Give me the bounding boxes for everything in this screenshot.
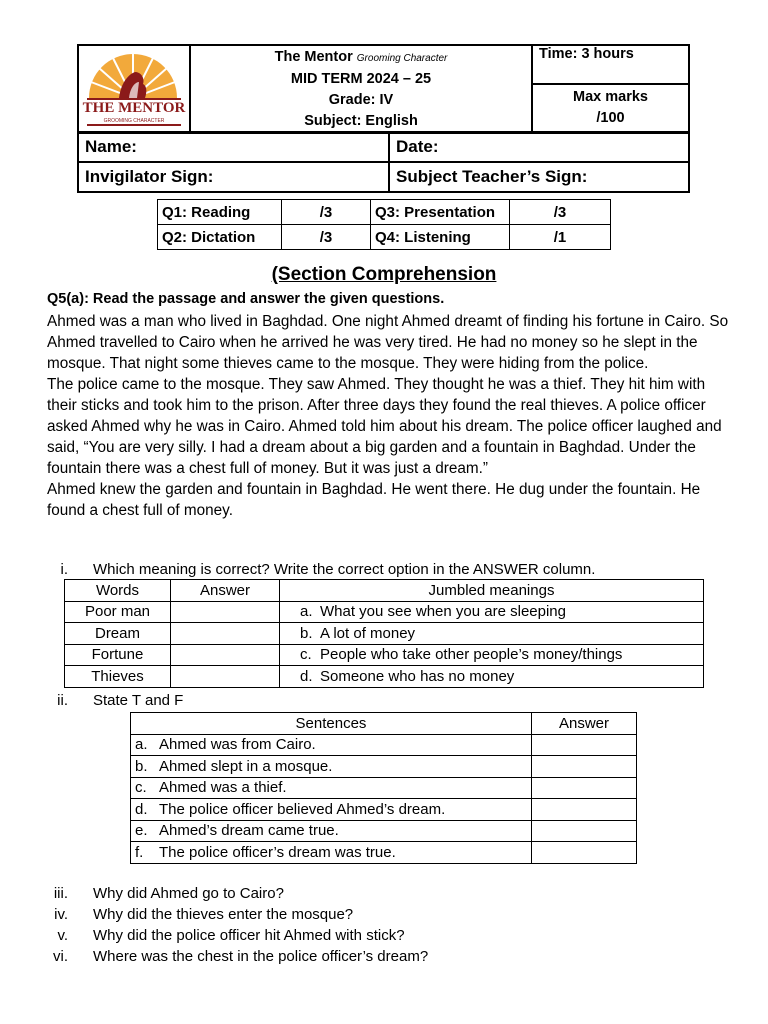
sentence-cell xyxy=(131,777,532,799)
score-value[interactable]: /3 xyxy=(510,200,611,225)
table-row xyxy=(65,644,704,666)
score-label: Q4: Listening xyxy=(371,225,510,250)
score-value[interactable]: /3 xyxy=(282,225,371,250)
sentence-text: Ahmed was from Cairo. xyxy=(159,736,316,754)
sentence-text: Ahmed’s dream came true. xyxy=(159,822,339,840)
score-table xyxy=(157,199,611,250)
exam-info xyxy=(190,45,532,133)
time-allowed: Time: 3 hours xyxy=(532,45,689,84)
sun-logo-icon xyxy=(85,52,181,98)
score-row xyxy=(158,225,611,250)
true-false-table xyxy=(130,712,637,864)
sentence-text: Ahmed slept in a mosque. xyxy=(159,757,333,775)
word-cell: Fortune xyxy=(65,644,171,666)
logo xyxy=(78,45,190,133)
column-header: Sentences xyxy=(131,713,532,735)
word-cell: Thieves xyxy=(65,666,171,688)
sentence-text: The police officer believed Ahmed’s dream. xyxy=(159,800,446,818)
q5-instruction: Q5(a): Read the passage and answer the given questions. xyxy=(47,291,445,307)
score-row xyxy=(158,200,611,225)
table-row xyxy=(131,777,637,799)
question-number: vi. xyxy=(53,948,68,965)
question-text: Why did the police officer hit Ahmed with stick? xyxy=(93,927,405,944)
option-letter: c. xyxy=(300,646,312,664)
question-number: v. xyxy=(57,927,68,944)
answer-cell[interactable] xyxy=(171,666,280,688)
meaning-text: People who take other people’s money/things xyxy=(320,646,623,664)
meaning-cell xyxy=(280,601,704,623)
student-info xyxy=(77,131,690,193)
exam-header xyxy=(77,44,690,134)
option-letter: b. xyxy=(300,624,313,642)
table-row xyxy=(131,734,637,756)
option-letter: f. xyxy=(135,843,144,861)
table-row xyxy=(131,842,637,864)
column-header: Answer xyxy=(532,713,637,735)
answer-cell[interactable] xyxy=(171,623,280,645)
name-field[interactable]: Name: xyxy=(78,132,389,162)
option-letter: d. xyxy=(135,800,148,818)
column-header: Answer xyxy=(171,580,280,602)
option-letter: a. xyxy=(300,603,313,621)
sentence-cell xyxy=(131,799,532,821)
sentence-text: The police officer’s dream was true. xyxy=(159,843,396,861)
sentence-cell xyxy=(131,820,532,842)
answer-cell[interactable] xyxy=(532,799,637,821)
table-row xyxy=(65,601,704,623)
exam-title: MID TERM 2024 – 25 xyxy=(290,70,432,87)
answer-cell[interactable] xyxy=(532,756,637,778)
question-text: Why did Ahmed go to Cairo? xyxy=(93,885,284,902)
sentence-text: Ahmed was a thief. xyxy=(159,779,287,797)
meaning-text: What you see when you are sleeping xyxy=(320,603,566,621)
option-letter: e. xyxy=(135,822,148,840)
logo-divider xyxy=(87,124,181,126)
meaning-cell xyxy=(280,644,704,666)
passage xyxy=(47,311,737,521)
option-letter: b. xyxy=(135,757,148,775)
question-number: ii. xyxy=(57,692,68,709)
score-value[interactable]: /3 xyxy=(282,200,371,225)
sentence-cell xyxy=(131,734,532,756)
question-text: Where was the chest in the police officer’s dream? xyxy=(93,948,429,965)
table-row xyxy=(131,756,637,778)
meaning-cell xyxy=(280,666,704,688)
table-row xyxy=(65,666,704,688)
table-row xyxy=(131,820,637,842)
teacher-sign-field[interactable]: Subject Teacher’s Sign: xyxy=(389,162,689,192)
meaning-cell xyxy=(280,623,704,645)
section-title: (Section Comprehension xyxy=(271,264,497,285)
question-number: iii. xyxy=(53,885,68,902)
question-number: i. xyxy=(60,561,68,578)
question-text: Which meaning is correct? Write the correct option in the ANSWER column. xyxy=(93,561,596,578)
score-value[interactable]: /1 xyxy=(510,225,611,250)
meaning-text: A lot of money xyxy=(320,624,416,642)
school-tagline: Grooming Character xyxy=(356,52,448,64)
word-cell: Poor man xyxy=(65,601,171,623)
passage-paragraph: Ahmed knew the garden and fountain in Baghdad. He went there. He dug under the fountain. He found a chest full of money. xyxy=(47,481,701,519)
answer-cell[interactable] xyxy=(532,734,637,756)
option-letter: c. xyxy=(135,779,147,797)
words-table xyxy=(64,579,704,688)
score-label: Q2: Dictation xyxy=(158,225,282,250)
column-header: Words xyxy=(65,580,171,602)
question-number: iv. xyxy=(54,906,68,923)
invigilator-sign-field[interactable]: Invigilator Sign: xyxy=(78,162,389,192)
meaning-text: Someone who has no money xyxy=(320,667,515,685)
school-name: The Mentor xyxy=(274,48,353,65)
max-marks-label: Max marks xyxy=(573,89,648,106)
column-header: Jumbled meanings xyxy=(280,580,704,602)
passage-paragraph: Ahmed was a man who lived in Baghdad. One night Ahmed dreamt of finding his fortune in Cairo. So Ahmed travelled to Cairo when he arrived he was very tired. He had no money so he slept in the mosque. That night some thieves came to the mosque. They were hiding from the police. xyxy=(47,313,729,372)
logo-subtext: GROOMING CHARACTER xyxy=(103,118,165,124)
max-marks xyxy=(532,84,689,133)
question-text: Why did the thieves enter the mosque? xyxy=(93,906,354,923)
logo-text: THE MENTOR xyxy=(82,100,186,116)
table-row xyxy=(131,799,637,821)
sentence-cell xyxy=(131,842,532,864)
answer-cell[interactable] xyxy=(532,777,637,799)
max-marks-value: /100 xyxy=(596,110,625,127)
option-letter: d. xyxy=(300,667,313,685)
sentence-cell xyxy=(131,756,532,778)
option-letter: a. xyxy=(135,736,148,754)
score-label: Q1: Reading xyxy=(158,200,282,225)
passage-paragraph: The police came to the mosque. They saw Ahmed. They thought he was a thief. They hit him with their sticks and took him to the prison. After three days they found the real thieves. A police officer asked Ahmed why he was in Cairo. Ahmed told him about his dream. The police officer laughed and said, “You are very silly. I had a dream about a big garden and a fountain in Baghdad. Under the fountain there was a chest full of money. But it was just a dream.” xyxy=(47,376,722,477)
answer-cell[interactable] xyxy=(532,842,637,864)
score-label: Q3: Presentation xyxy=(371,200,510,225)
subject: Subject: English xyxy=(304,112,418,129)
answer-cell[interactable] xyxy=(532,820,637,842)
table-row xyxy=(65,623,704,645)
answer-cell[interactable] xyxy=(171,601,280,623)
grade: Grade: IV xyxy=(328,91,394,108)
answer-cell[interactable] xyxy=(171,644,280,666)
word-cell: Dream xyxy=(65,623,171,645)
date-field[interactable]: Date: xyxy=(389,132,689,162)
question-text: State T and F xyxy=(93,692,184,709)
